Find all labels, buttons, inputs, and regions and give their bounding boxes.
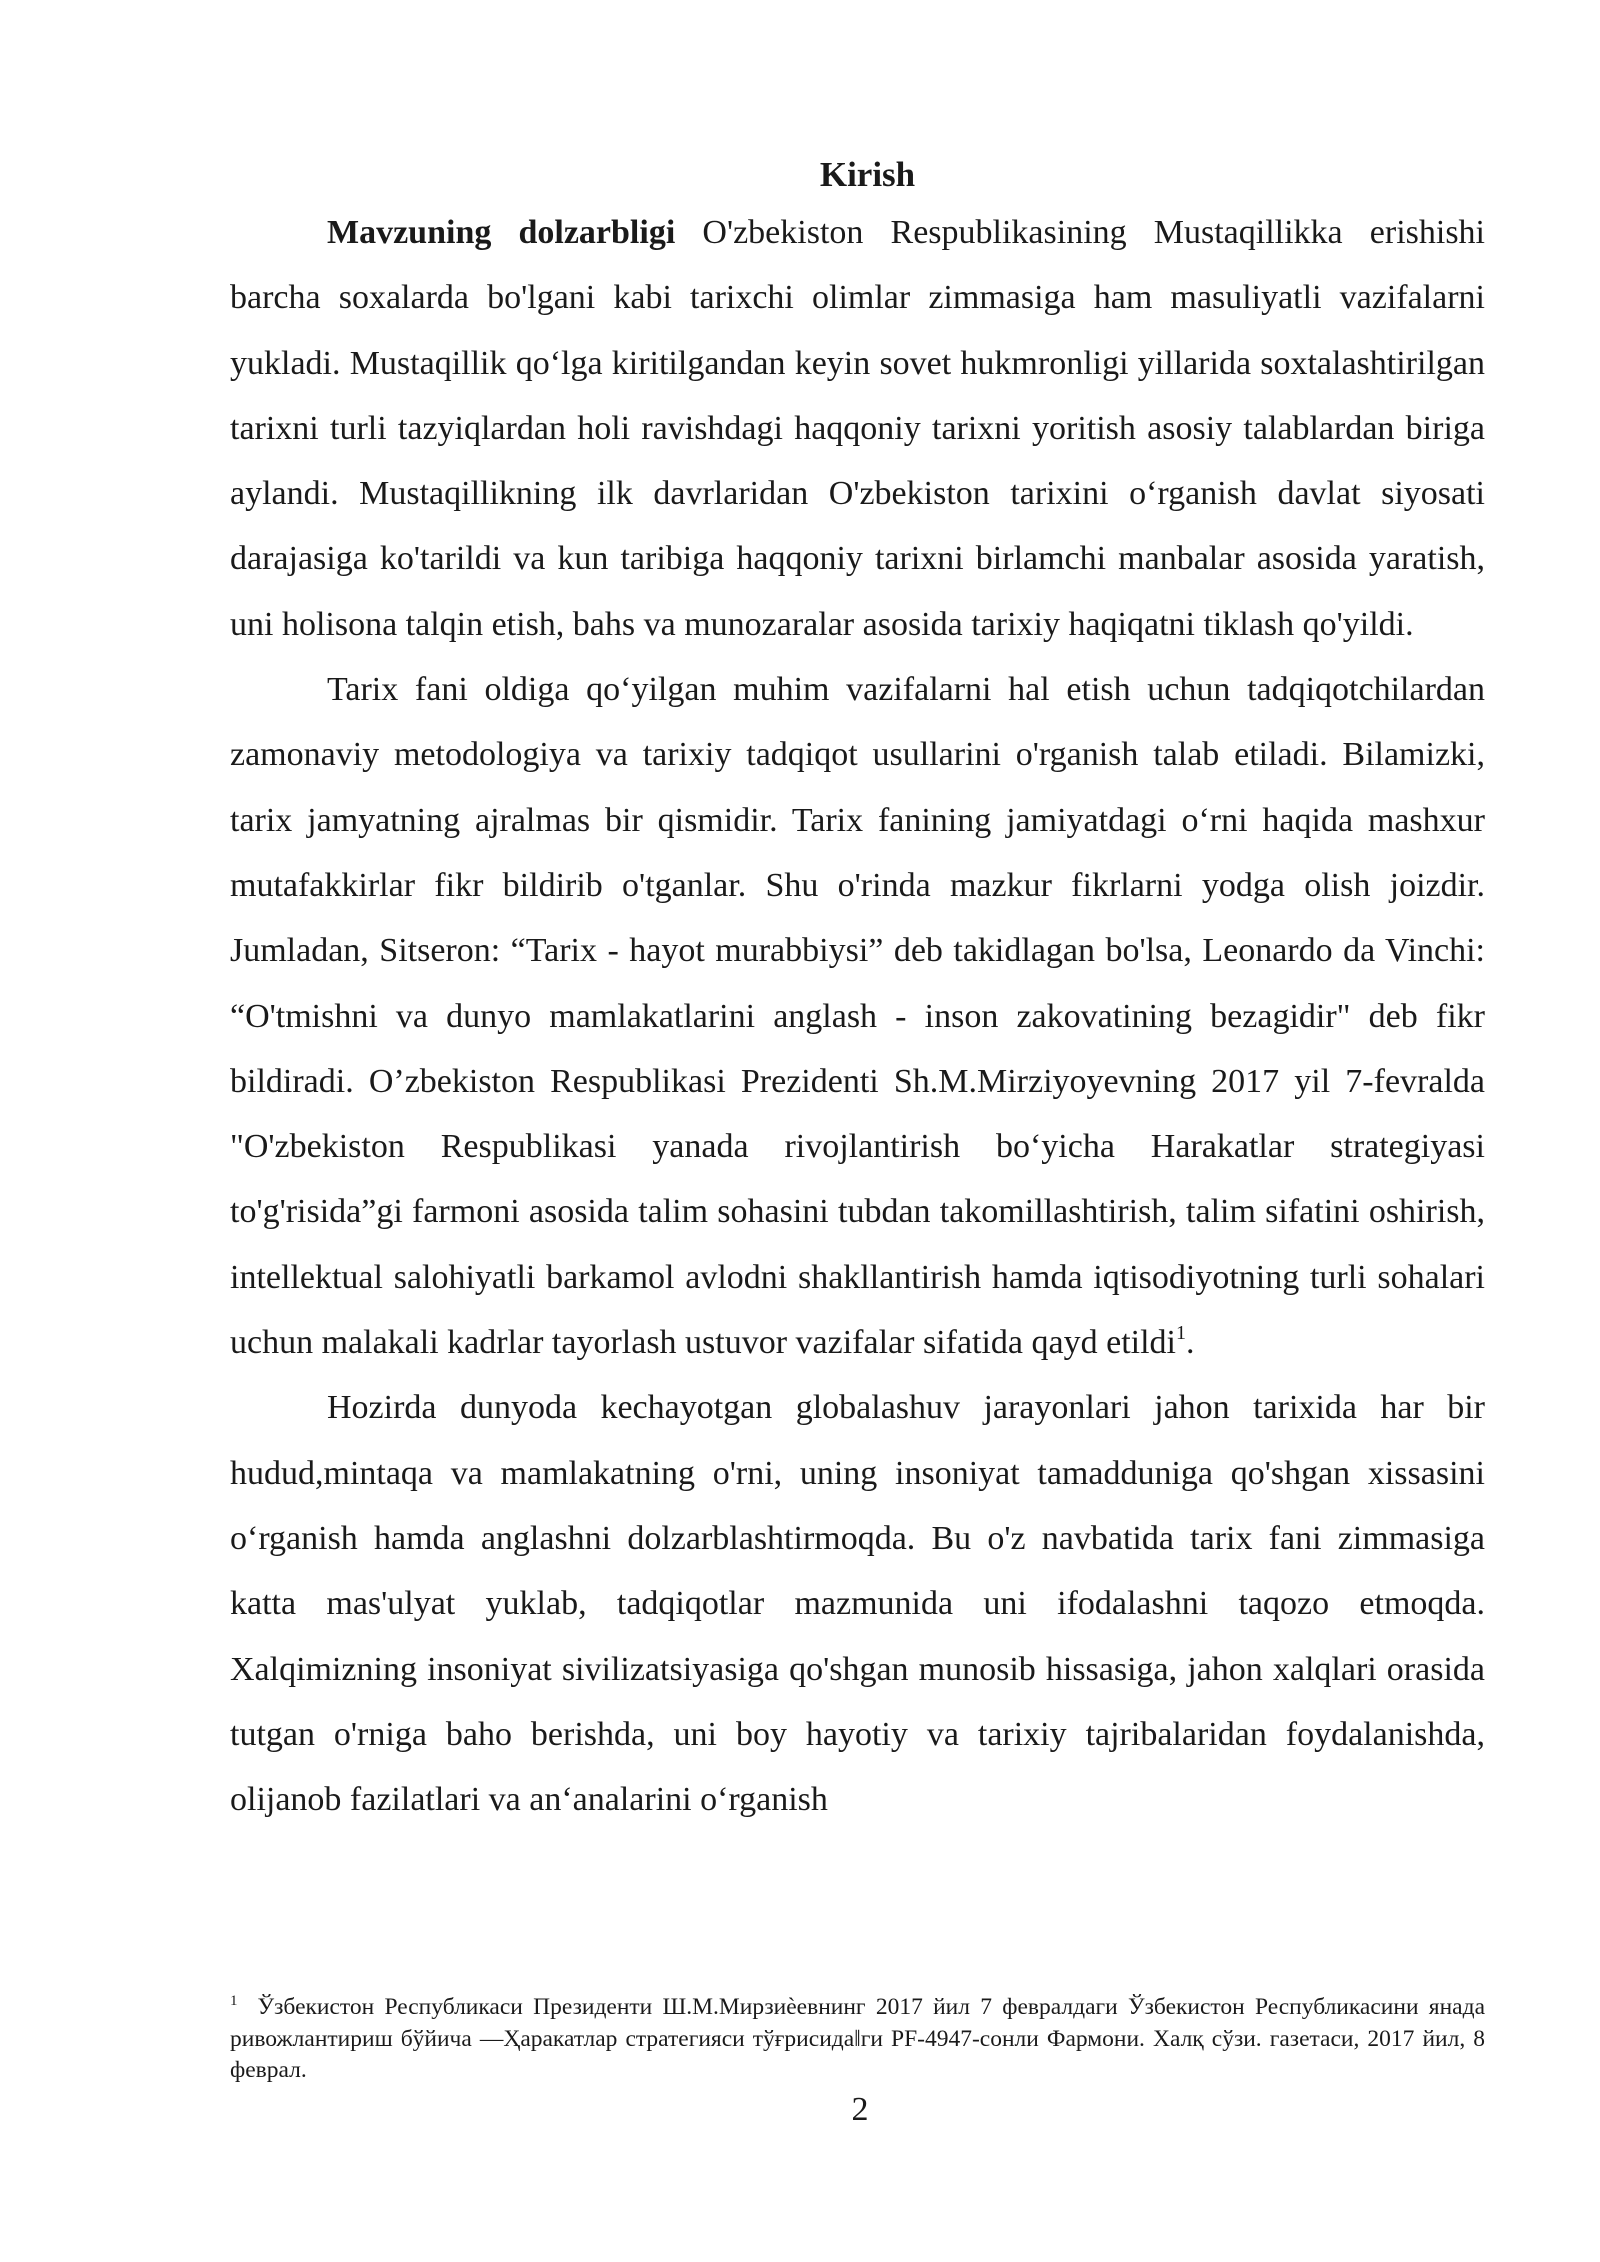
footnote-text: Ўзбекистон Республикаси Президенти Ш.М.Мирзиѐевнинг 2017 йил 7 февралдаги Ўзбекистон Республикасини янада ривожлантириш бўйича ―Ҳаракатлар стратегияси тўғрисида‖ги PF-4947-сонли Фармони. Халқ сўзи. газетаси, 2017 йил, 8 феврал.: [230, 1994, 1485, 2083]
paragraph-lead-bold: Mavzuning dolzarbligi: [327, 214, 676, 251]
paragraph-text-end: .: [1186, 1324, 1195, 1362]
page-title: Kirish: [819, 155, 916, 194]
paragraph-text: O'zbekiston Respublikasining Mustaqillikka erishishi barcha soxalarda bo'lgani kabi tarixchi olimlar zimmasiga ham masuliyatli vazifalarni yukladi. Mustaqillik qo‘lga kiritilgandan keyin sovet hukmronligi yillarida soxtalashtirilgan tarixni turli tazyiqlardan holi ravishdagi haqqoniy tarixni yoritish asosiy talablardan biriga aylandi. Mustaqillikning ilk davrlaridan O'zbekiston tarixini o‘rganish davlat siyosati darajasiga ko'tarildi va kun taribiga haqqoniy tarixni birlamchi manbalar asosida yaratish, uni holisona talqin etish, bahs va munozaralar asosida tarixiy haqiqatni tiklash qo'yildi.: [230, 214, 1486, 643]
footnote-marker: 1: [230, 1993, 238, 2009]
footnote-reference[interactable]: 1: [1176, 1322, 1186, 1345]
paragraph-text: Hozirda dunyoda kechayotgan globalashuv jarayonlari jahon tarixida har bir hudud,mintaqa va mamlakatning o'rni, uning insoniyat tamadduniga qo'shgan xissasini o‘rganish hamda anglashni dolzarblashtirmoqda. Bu o'z navbatida tarix fani zimmasiga katta mas'ulyat yuklab, tadqiqotlar mazmunida uni ifodalashni taqozo etmoqda. Xalqimizning insoniyat sivilizatsiyasiga qo'shgan munosib hissasiga, jahon xalqlari orasida tutgan o'rniga baho berishda, uni boy hayotiy va tarixiy tajribalaridan foydalanishda, olijanob fazilatlari va an‘analarini o‘rganish: [230, 1389, 1485, 1819]
paragraph-relevance: [230, 200, 1485, 657]
paragraph-globalization: [230, 1375, 1485, 1832]
body-text: [230, 150, 1485, 1832]
paragraph-history-science: [230, 657, 1485, 1375]
page-number: 2: [851, 2091, 869, 2128]
paragraph-text: Tarix fani oldiga qo‘yilgan muhim vazifalarni hal etish uchun tadqiqotchilardan zamonaviy metodologiya va tarixiy tadqiqot usullarini o'rganish talab etiladi. Bilamizki, tarix jamyatning ajralmas bir qismidir. Tarix fanining jamiyatdagi o‘rni haqida mashxur mutafakkirlar fikr bildirib o'tganlar. Shu o'rinda mazkur fikrlarni yodga olish joizdir. Jumladan, Sitseron: “Tarix - hayot murabbiysi” deb takidlagan bo'lsa, Leonardo da Vinchi: “O'tmishni va dunyo mamlakatlarini anglash - inson zakovatining bezagidir" deb fikr bildiradi. O’zbekiston Respublikasi Prezidenti Sh.M.Mirziyoyevning 2017 yil 7-fevralda "O'zbekiston Respublikasi yanada rivojlantirish bo‘yicha Harakatlar strategiyasi to'g'risida”gi farmoni asosida talim sohasini tubdan takomillashtirish, talim sifatini oshirish, intellektual salohiyatli barkamol avlodni shakllantirish hamda iqtisodiyotning turli sohalari uchun malakali kadrlar tayorlash ustuvor vazifalar sifatida qayd etildi: [230, 671, 1485, 1362]
footnote: [230, 1992, 1485, 2087]
